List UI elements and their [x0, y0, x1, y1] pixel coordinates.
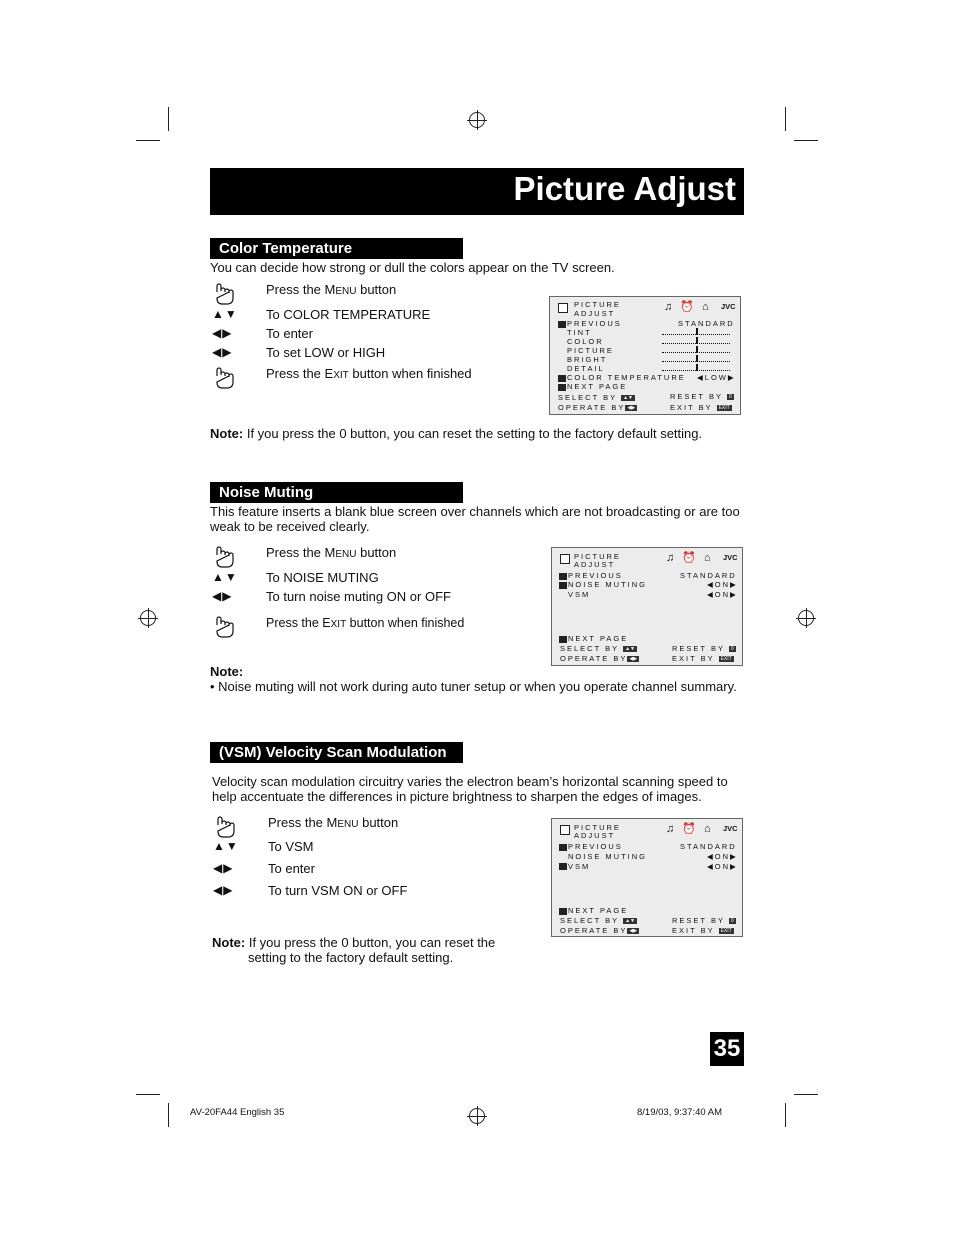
osd-mode: STANDARD	[678, 319, 735, 328]
down-icon	[559, 908, 567, 915]
jvc-logo: JVC	[723, 553, 738, 562]
osd-operate: OPERATE BY ◀▶	[560, 654, 638, 663]
note-label: Note:	[210, 664, 244, 679]
osd-next-page: NEXT PAGE	[567, 382, 628, 391]
section-intro: Velocity scan modulation circuitry varies the electron beam’s horizontal scanning speed to help accentuate the differences in picture brightness to sharpen the edges of images.	[212, 774, 728, 804]
osd-selected-value: ◀ON▶	[707, 862, 738, 871]
registration-mark-icon	[798, 610, 814, 626]
up-down-arrows-icon: ▲▼	[212, 307, 238, 321]
picture-icon	[558, 303, 568, 313]
step-text: To turn noise muting ON or OFF	[266, 589, 451, 604]
step-text: To enter	[268, 861, 315, 876]
note-vsm: Note: If you press the 0 button, you can reset the	[212, 935, 496, 950]
crop-mark	[136, 140, 160, 141]
osd-operate: OPERATE BY ◀▶	[558, 403, 636, 412]
step-press-exit: Press the EXIT button when finished	[266, 616, 465, 630]
osd-screen-noise-muting	[551, 547, 743, 666]
down-icon	[558, 384, 566, 391]
osd-mode: STANDARD	[680, 842, 737, 851]
note-vsm-continued: setting to the factory default setting.	[248, 950, 454, 965]
osd-level-bar	[662, 366, 730, 371]
step-text: To NOISE MUTING	[266, 570, 379, 585]
hand-press-icon	[214, 815, 237, 839]
osd-item: TINT	[567, 328, 592, 337]
up-down-arrows-icon: ▲▼	[213, 839, 239, 853]
jvc-logo: JVC	[723, 824, 738, 833]
picture-icon	[560, 825, 570, 835]
osd-screen-color-temperature	[549, 296, 741, 415]
page-number: 35	[710, 1032, 744, 1066]
note-noise-muting: • Noise muting will not work during auto tuner setup or when you operate channel summary.	[210, 679, 737, 694]
osd-select: SELECT BY ▲▼	[560, 644, 635, 653]
registration-mark-icon	[469, 1108, 485, 1124]
osd-header: PICTURE	[574, 823, 621, 832]
osd-header: ADJUST	[574, 831, 616, 840]
crop-mark	[785, 1103, 786, 1127]
hand-cursor-icon	[558, 375, 566, 382]
section-heading-text: Color Temperature	[219, 240, 353, 257]
crop-mark	[168, 1103, 169, 1127]
osd-item: VSM	[568, 590, 591, 599]
crop-mark	[794, 140, 818, 141]
osd-item: NOISE MUTING	[568, 852, 648, 861]
osd-screen-vsm	[551, 818, 743, 937]
section-heading-text: Noise Muting	[219, 484, 314, 501]
osd-item: DETAIL	[567, 364, 605, 373]
osd-exit: EXIT BY EXIT	[672, 926, 732, 935]
left-right-arrows-icon: ◀▶	[212, 326, 233, 340]
osd-select: SELECT BY ▲▼	[558, 393, 633, 402]
osd-menu-icons: ♫⏰⌂	[666, 823, 719, 835]
osd-operate: OPERATE BY ◀▶	[560, 926, 638, 935]
osd-level-bar	[662, 330, 730, 335]
osd-selected-item: COLOR TEMPERATURE	[567, 373, 686, 382]
registration-mark-icon	[140, 610, 156, 626]
osd-next-page: NEXT PAGE	[568, 906, 629, 915]
step-press-menu: Press the MENU button	[268, 815, 399, 830]
osd-reset: RESET BY 0	[670, 392, 732, 401]
osd-selected-item: NOISE MUTING	[568, 580, 648, 589]
up-icon	[559, 844, 567, 851]
step-text: To turn VSM ON or OFF	[268, 883, 408, 898]
osd-header: PICTURE	[574, 552, 621, 561]
hand-press-icon	[213, 615, 236, 639]
left-right-arrows-icon: ◀▶	[213, 861, 234, 875]
jvc-logo: JVC	[721, 302, 736, 311]
osd-exit: EXIT BY EXIT	[672, 654, 732, 663]
osd-header: PICTURE	[574, 300, 621, 309]
osd-exit: EXIT BY EXIT	[670, 403, 730, 412]
osd-selected-value: ◀ON▶	[707, 580, 738, 589]
hand-cursor-icon	[559, 582, 567, 589]
osd-previous: PREVIOUS	[567, 319, 622, 328]
osd-header: ADJUST	[574, 309, 616, 318]
left-right-arrows-icon: ◀▶	[212, 589, 233, 603]
osd-level-bar	[662, 339, 730, 344]
hand-press-icon	[213, 366, 236, 390]
section-heading-vsm	[210, 742, 463, 763]
hand-cursor-icon	[559, 863, 567, 870]
section-intro: This feature inserts a blank blue screen over channels which are not broadcasting or are too weak to be received clearly.	[210, 504, 740, 534]
down-icon	[559, 636, 567, 643]
osd-menu-icons: ♫⏰⌂	[664, 301, 717, 313]
up-icon	[559, 573, 567, 580]
section-heading-color-temperature	[210, 238, 463, 259]
registration-mark-icon	[469, 112, 485, 128]
section-heading-noise-muting	[210, 482, 463, 503]
step-press-menu: Press the MENU button	[266, 282, 397, 297]
title-bar	[210, 168, 744, 215]
osd-item: BRIGHT	[567, 355, 608, 364]
osd-previous: PREVIOUS	[568, 842, 623, 851]
osd-reset: RESET BY 0	[672, 916, 734, 925]
osd-select: SELECT BY ▲▼	[560, 916, 635, 925]
osd-previous: PREVIOUS	[568, 571, 623, 580]
osd-item-value: ◀ON▶	[707, 590, 738, 599]
osd-item: COLOR	[567, 337, 604, 346]
step-press-menu: Press the MENU button	[266, 545, 397, 560]
picture-icon	[560, 554, 570, 564]
hand-press-icon	[213, 282, 236, 306]
step-press-exit: Press the EXIT button when finished	[266, 366, 472, 381]
step-text: To enter	[266, 326, 313, 341]
step-text: To set LOW or HIGH	[266, 345, 386, 360]
osd-item-value: ◀ON▶	[707, 852, 738, 861]
osd-item: PICTURE	[567, 346, 614, 355]
osd-menu-icons: ♫⏰⌂	[666, 552, 719, 564]
osd-level-bar	[662, 348, 730, 353]
osd-reset: RESET BY 0	[672, 644, 734, 653]
osd-header: ADJUST	[574, 560, 616, 569]
left-right-arrows-icon: ◀▶	[213, 883, 234, 897]
crop-mark	[136, 1094, 160, 1095]
crop-mark	[794, 1094, 818, 1095]
step-text: To COLOR TEMPERATURE	[266, 307, 431, 322]
step-text: To VSM	[268, 839, 314, 854]
page-title: Picture Adjust	[513, 170, 736, 207]
crop-mark	[785, 107, 786, 131]
osd-mode: STANDARD	[680, 571, 737, 580]
up-icon	[558, 321, 566, 328]
crop-mark	[168, 107, 169, 131]
footer-left: AV-20FA44 English 35	[190, 1107, 285, 1118]
up-down-arrows-icon: ▲▼	[212, 570, 238, 584]
osd-selected-value: ◀LOW▶	[697, 373, 736, 382]
osd-selected-item: VSM	[568, 862, 591, 871]
section-heading-text: (VSM) Velocity Scan Modulation	[219, 744, 447, 761]
note-color-temperature: Note: If you press the 0 button, you can reset the setting to the factory default setting.	[210, 426, 703, 441]
hand-press-icon	[213, 545, 236, 569]
footer-right: 8/19/03, 9:37:40 AM	[637, 1107, 723, 1118]
left-right-arrows-icon: ◀▶	[212, 345, 233, 359]
osd-next-page: NEXT PAGE	[568, 634, 629, 643]
osd-level-bar	[662, 357, 730, 362]
section-intro: You can decide how strong or dull the colors appear on the TV screen.	[210, 260, 615, 275]
